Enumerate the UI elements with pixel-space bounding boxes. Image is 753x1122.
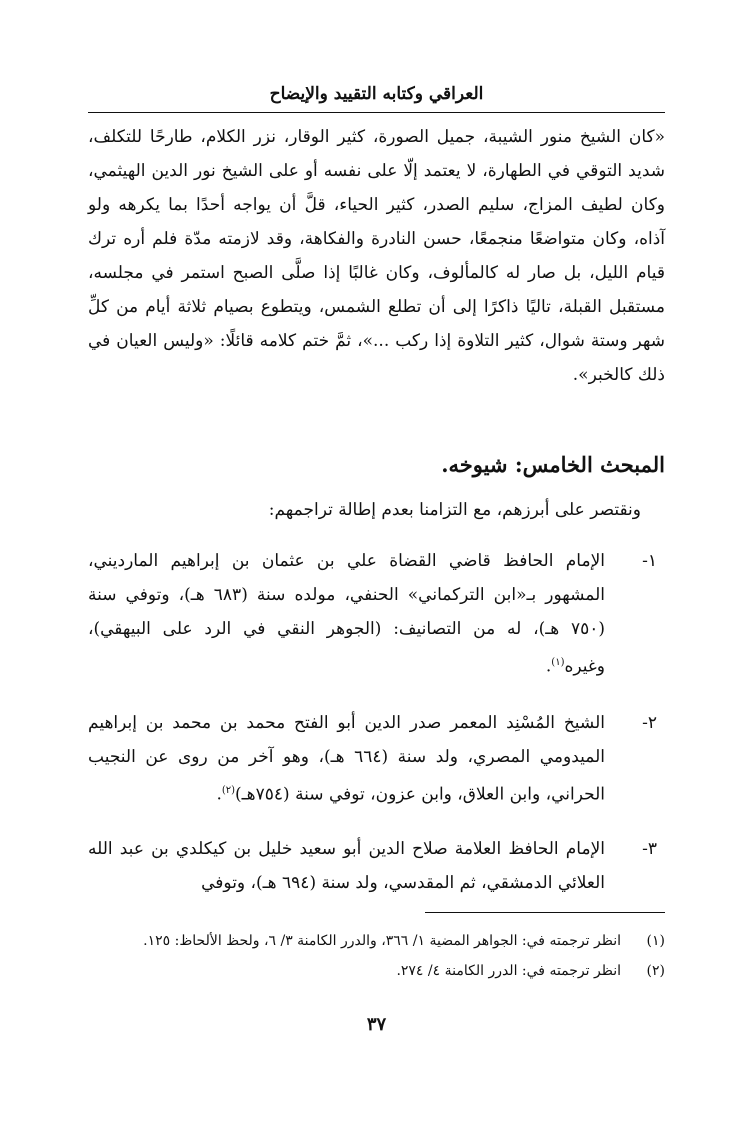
section-intro: ونقتصر على أبرزهم، مع التزامنا بعدم إطالة تراجمهم:	[268, 500, 641, 520]
footnote-number: (٢)	[646, 963, 665, 979]
list-item-body: الإمام الحافظ العلامة صلاح الدين أبو سعيد خليل بن كيكلدي بن عبد الله العلائي الدمشقي، ثم المقدسي، ولد سنة (٦٩٤ هـ)، وتوفي	[88, 839, 605, 893]
footnote-number: (١)	[646, 933, 665, 949]
footnote	[88, 930, 665, 952]
header-rule	[88, 112, 665, 113]
list-item-text	[88, 832, 605, 900]
page-number: ٣٧	[366, 1014, 387, 1035]
list-item-body: الشيخ المُسْنِد المعمر صدر الدين أبو الفتح محمد بن محمد بن إبراهيم الميدومي المصري، ولد سنة (٦٦٤ هـ)، وهو آخر من روى عن النجيب الحراني، وابن العلاق، وابن عزون، توفي سنة (٧٥٤هـ)	[88, 713, 605, 805]
list-item-body: الإمام الحافظ قاضي القضاة علي بن عثمان بن إبراهيم المارديني، المشهور بـ«ابن التركماني» الحنفي، مولده سنة (٦٨٣ هـ)، وتوفي سنة (٧٥٠ هـ)، له من التصانيف: (الجوهر النقي في الرد على البيهقي)، وغيره	[88, 551, 605, 677]
list-item-end: .	[216, 784, 222, 805]
list-item-end: .	[545, 656, 552, 677]
list-item-number: ٢-	[642, 713, 657, 733]
footnote	[88, 960, 665, 982]
footnote-rule	[425, 912, 665, 913]
list-item-number: ٣-	[642, 839, 657, 859]
footnote-text: انظر ترجمته في: الدرر الكامنة ٤/ ٢٧٤.	[396, 963, 621, 979]
footnote-ref: (١)	[551, 657, 565, 668]
section-heading: المبحث الخامس: شيوخه.	[441, 452, 665, 477]
footnote-text: انظر ترجمته في: الجواهر المضية ١/ ٣٦٦، والدرر الكامنة ٣/ ٦، ولحظ الألحاظ: ١٢٥.	[143, 933, 621, 949]
list-item	[88, 544, 665, 684]
list-item-text	[88, 544, 605, 684]
running-header: العراقي وكتابه التقييد والإيضاح	[269, 84, 484, 104]
list-item	[88, 832, 665, 900]
footnote-ref: (٢)	[221, 785, 236, 796]
quote-paragraph: «كان الشيخ منور الشيبة، جميل الصورة، كثير الوقار، نزر الكلام، طارحًا للتكلف، شديد التوقي في الطهارة، لا يعتمد إلّا على نفسه أو على الشيخ نور الدين الهيثمي، وكان لطيف المزاج، سليم الصدر، كثير الحياء، قلَّ أن يواجه أحدًا بما يكرهه ولو آذاه، وكان متواضعًا منجمعًا، حسن النادرة والفكاهة، وقد لازمته مدّة فلم أره ترك قيام الليل، بل صار له كالمألوف، وكان غالبًا إذا صلَّى الصبح استمر في مجلسه، مستقبل القبلة، تاليًا ذاكرًا إلى أن تطلع الشمس، ويتطوع بصيام ثلاثة أيام من كلِّ شهر وستة شوال، كثير التلاوة إذا ركب ...»، ثمَّ ختم كلامه قائلًا: «وليس العيان في ذلك كالخبر».	[88, 127, 665, 385]
list-item	[88, 706, 665, 812]
list-item-text	[88, 706, 605, 812]
list-item-number: ١-	[642, 551, 657, 571]
